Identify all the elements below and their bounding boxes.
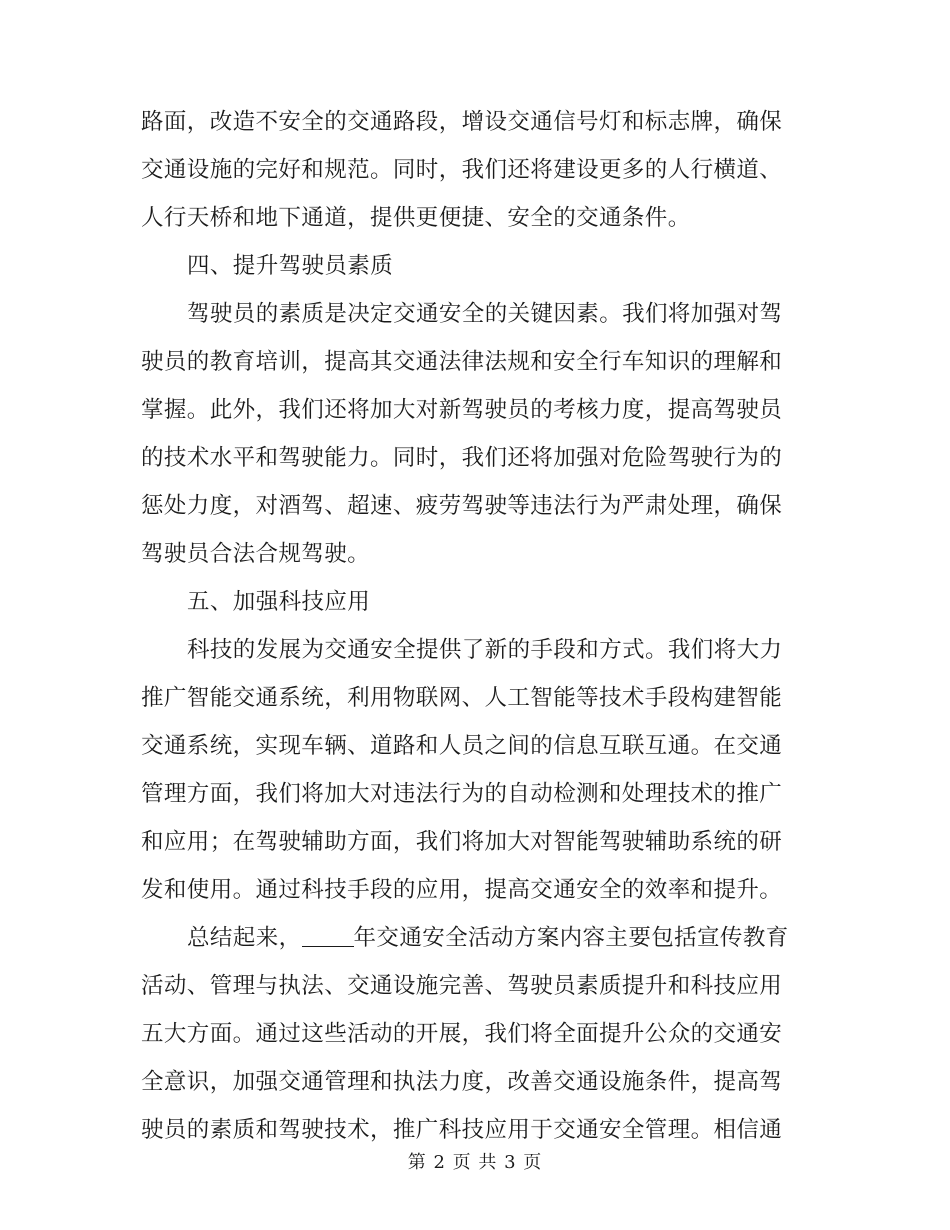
body-line: 和应用；在驾驶辅助方面，我们将加大对智能驾驶辅助系统的研 [141,829,783,855]
body-line: 管理方面，我们将加大对违法行为的自动检测和处理技术的推广 [141,781,783,807]
body-line: 推广智能交通系统，利用物联网、人工智能等技术手段构建智能 [141,685,783,711]
body-line: 驾驶员合法合规驾驶。 [141,541,371,567]
summary-rest-text: 年交通安全活动方案内容主要包括宣传教育 [353,925,789,951]
body-line: 驾驶员的素质是决定交通安全的关键因素。我们将加强对驾 [187,301,783,327]
page-number-footer: 第 2 页 共 3 页 [407,1152,543,1173]
body-line: 惩处力度，对酒驾、超速、疲劳驾驶等违法行为严肃处理，确保 [141,493,783,519]
summary-line [141,914,806,962]
body-line: 路面，改造不安全的交通路段，增设交通信号灯和标志牌，确保 [141,109,783,135]
summary-lead-text: 总结起来， [187,925,302,951]
body-line: 交通系统，实现车辆、道路和人员之间的信息互联互通。在交通 [141,733,783,759]
body-line: 驶员的教育培训，提高其交通法律法规和安全行车知识的理解和 [141,349,783,375]
body-line: 掌握。此外，我们还将加大对新驾驶员的考核力度，提高驾驶员 [141,397,783,423]
body-line: 科技的发展为交通安全提供了新的手段和方式。我们将大力 [187,637,783,663]
year-blank [302,918,354,947]
body-line: 发和使用。通过科技手段的应用，提高交通安全的效率和提升。 [141,877,783,903]
body-line: 驶员的素质和驾驶技术，推广科技应用于交通安全管理。相信通 [141,1117,783,1143]
body-line: 交通设施的完好和规范。同时，我们还将建设更多的人行横道、 [141,157,783,183]
document-body [141,98,806,1154]
section-heading-5: 五、加强科技应用 [187,589,371,615]
body-line: 全意识，加强交通管理和执法力度，改善交通设施条件，提高驾 [141,1069,783,1095]
section-heading-4: 四、提升驾驶员素质 [187,253,394,279]
body-line: 活动、管理与执法、交通设施完善、驾驶员素质提升和科技应用 [141,973,783,999]
body-line: 五大方面。通过这些活动的开展，我们将全面提升公众的交通安 [141,1021,783,1047]
body-line: 人行天桥和地下通道，提供更便捷、安全的交通条件。 [141,205,691,231]
body-line: 的技术水平和驾驶能力。同时，我们还将加强对危险驾驶行为的 [141,445,783,471]
